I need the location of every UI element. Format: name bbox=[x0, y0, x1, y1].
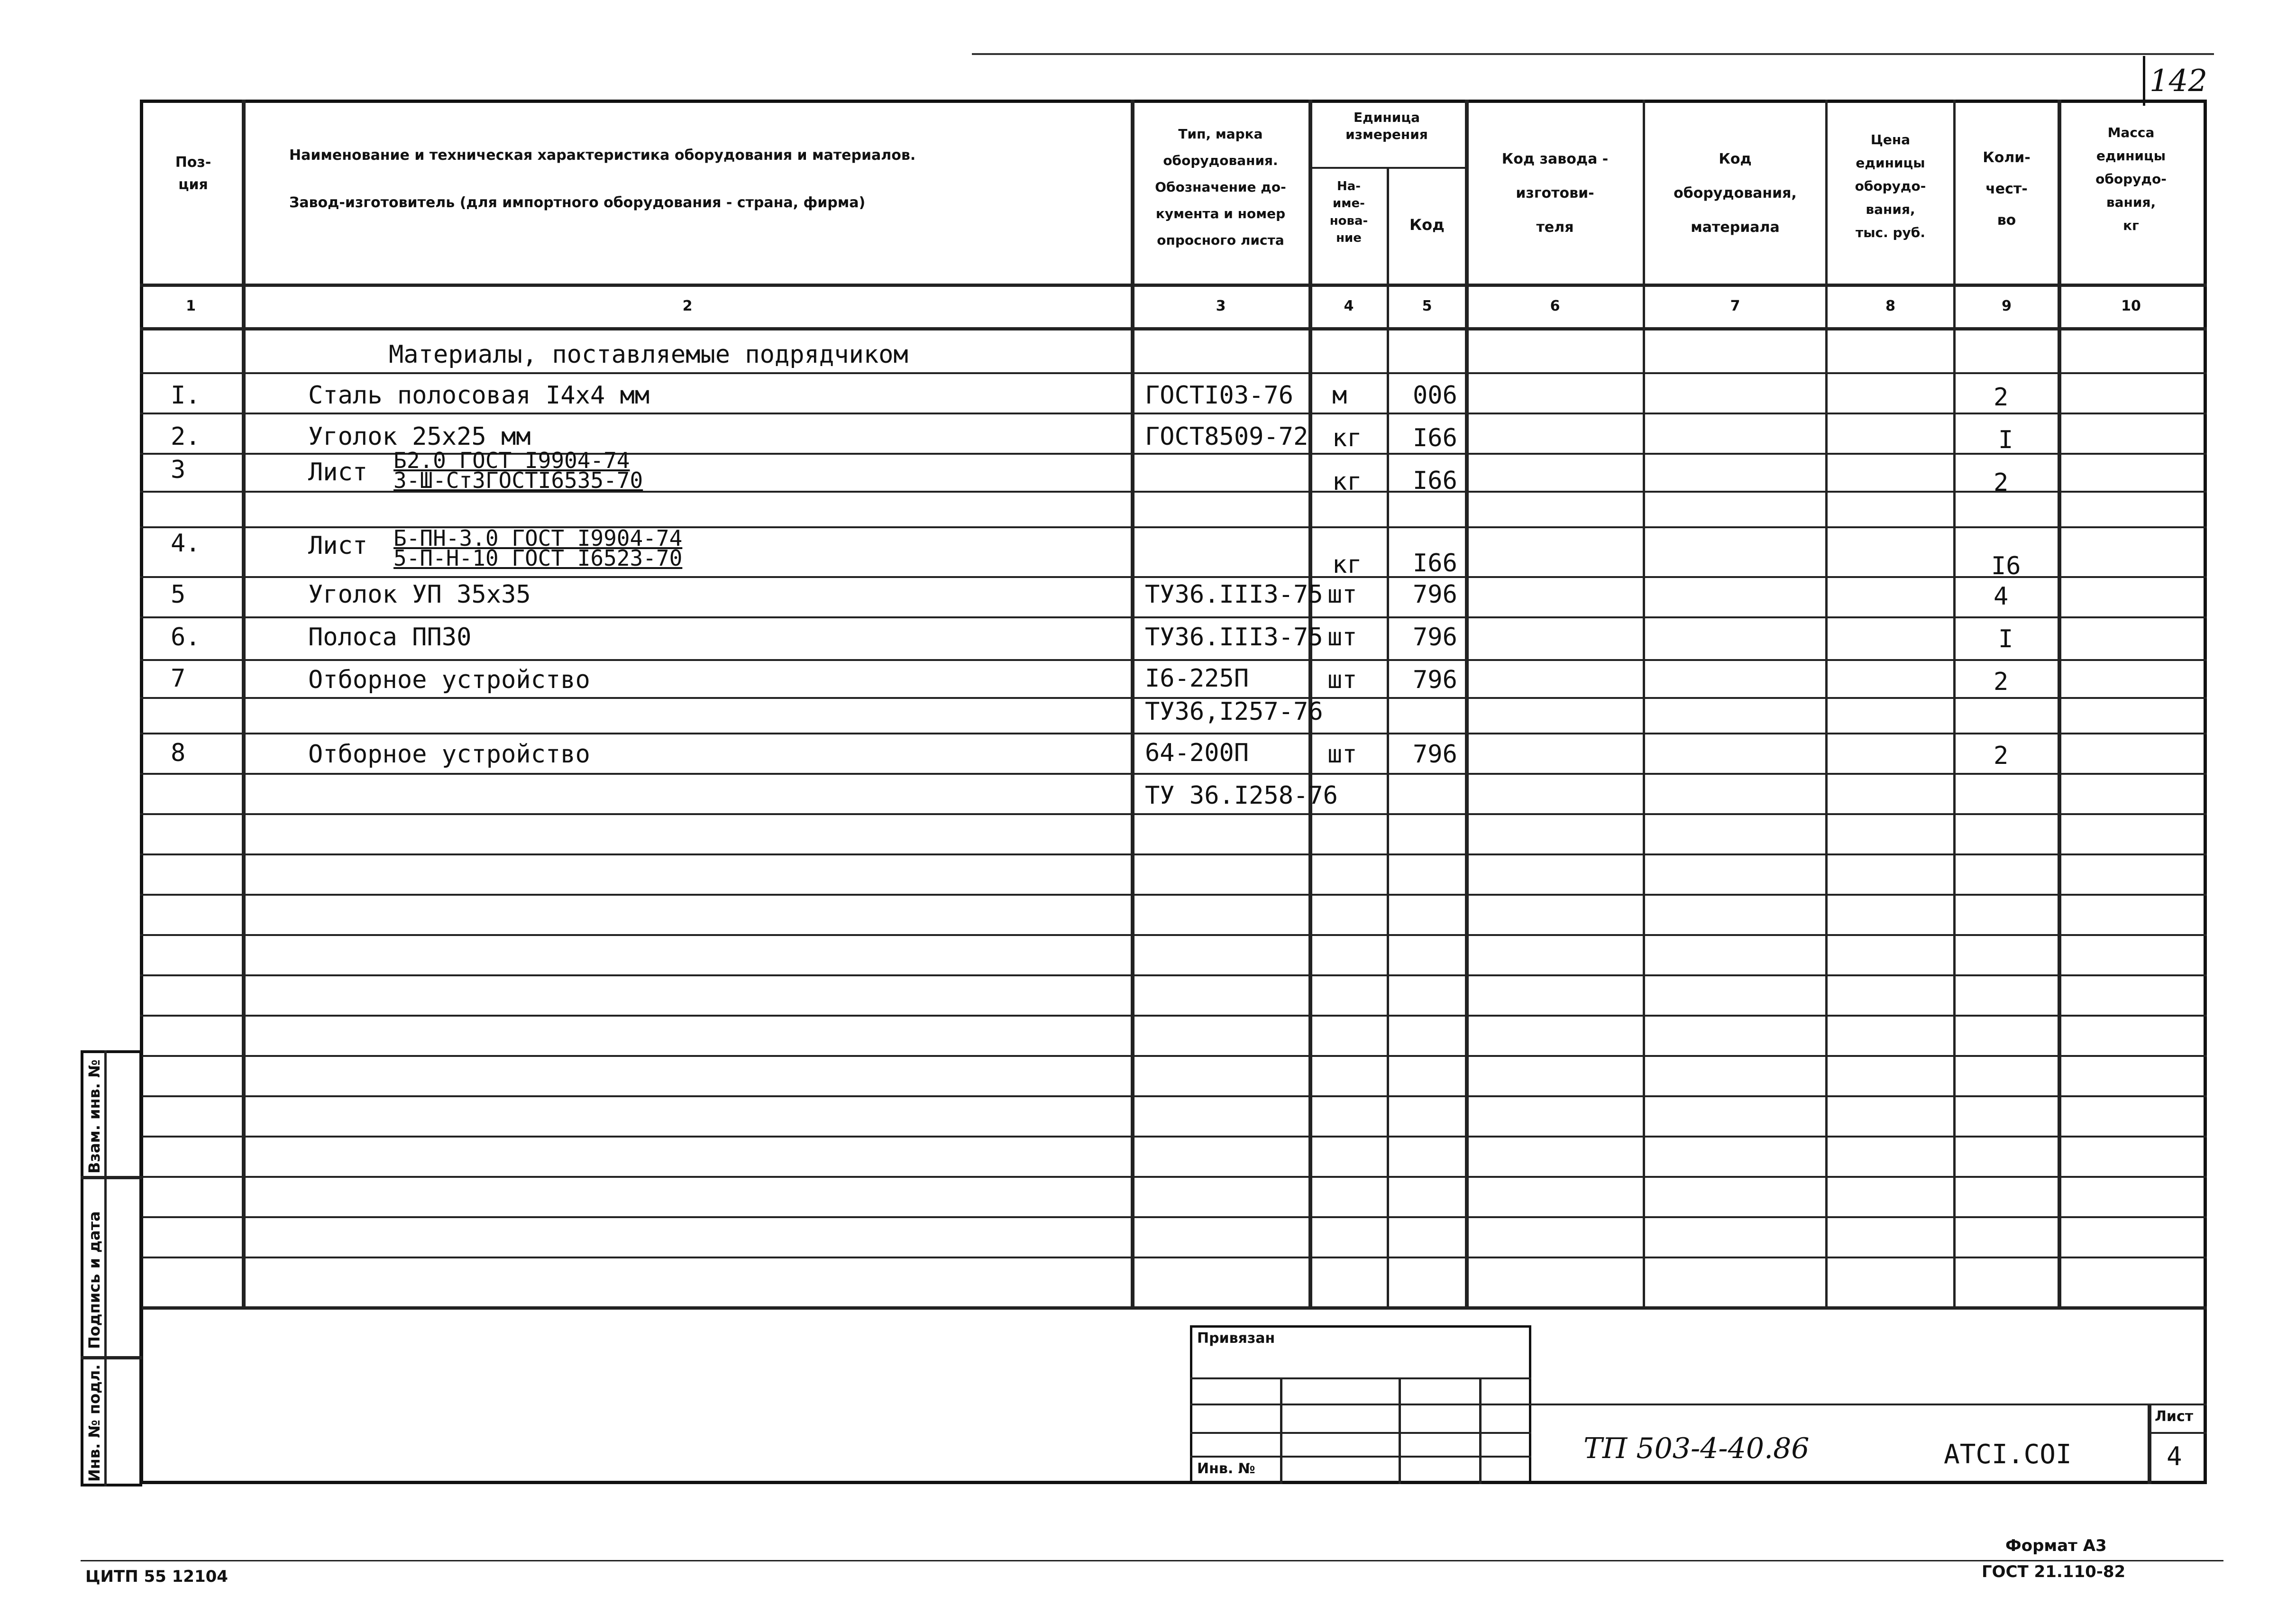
row3-qty: 2 bbox=[1994, 468, 2009, 497]
header-mass: Масса единицы оборудо- вания, кг bbox=[2095, 125, 2167, 233]
colnum-6: 6 bbox=[1550, 297, 1560, 314]
table-bottom-line bbox=[140, 1306, 2207, 1310]
header-equipment-code: Код оборудования, материала bbox=[1674, 151, 1797, 236]
header-unit-code: Код bbox=[1409, 216, 1445, 234]
section-title: Материалы, поставляемые подрядчиком bbox=[389, 340, 908, 369]
header-unit: Единица измерения bbox=[1345, 110, 1428, 143]
sidebar-inv-podl: Инв. № подл. bbox=[85, 1364, 103, 1482]
header-unit-name: На- име- нова- ние bbox=[1329, 179, 1368, 246]
list-cell-divider bbox=[2148, 1432, 2207, 1434]
row8-unit: шт bbox=[1327, 740, 1357, 769]
col-line-8 bbox=[1953, 100, 1956, 1309]
row4-name-a: Б-ПН-3.0 ГОСТ I9904-74 bbox=[393, 525, 683, 551]
row2-name: Уголок 25x25 мм bbox=[308, 422, 531, 451]
row2-pos: 2. bbox=[171, 422, 201, 451]
row6-pos: 6. bbox=[171, 623, 201, 651]
col-line-2 bbox=[1131, 100, 1134, 1309]
row3-name-b: 3-Ш-Ст3ГОСТI6535-70 bbox=[393, 468, 643, 493]
stamp-privyazan-label: Привязан bbox=[1197, 1330, 1275, 1347]
col-line-5 bbox=[1465, 100, 1469, 1309]
row7-unit: шт bbox=[1327, 666, 1357, 694]
colnum-bottom-line bbox=[140, 327, 2207, 330]
row8-name: Отборное устройство bbox=[308, 740, 590, 769]
doc-designation: АТСI.СОI bbox=[1944, 1439, 2072, 1470]
row6-name: Полоса ПП30 bbox=[308, 623, 472, 651]
footer-citp: ЦИТП 55 12104 bbox=[85, 1567, 228, 1586]
row7-type2: ТУ36,I257-76 bbox=[1145, 697, 1323, 726]
list-value: 4 bbox=[2167, 1441, 2182, 1471]
row6-code: 796 bbox=[1413, 623, 1457, 651]
row2-code: I66 bbox=[1413, 424, 1457, 452]
row-line bbox=[140, 1015, 2207, 1017]
row2-qty: I bbox=[1998, 426, 2013, 454]
row-line bbox=[140, 1136, 2207, 1138]
row8-qty: 2 bbox=[1994, 742, 2009, 770]
row-line bbox=[140, 372, 2207, 374]
row-line bbox=[140, 974, 2207, 976]
row-line bbox=[140, 576, 2207, 578]
row5-type: ТУ36.III3-75 bbox=[1145, 580, 1323, 609]
row7-code: 796 bbox=[1413, 666, 1457, 694]
row1-unit: м bbox=[1332, 381, 1347, 410]
row1-name: Сталь полосовая I4x4 мм bbox=[308, 381, 650, 410]
footer-format: Формат А3 bbox=[2005, 1536, 2107, 1555]
colnum-7: 7 bbox=[1730, 297, 1740, 314]
row-line bbox=[140, 1055, 2207, 1057]
colnum-8: 8 bbox=[1885, 297, 1895, 314]
col-line-9 bbox=[2058, 100, 2061, 1309]
header-name-line1: Наименование и техническая характеристика оборудования и материалов. bbox=[289, 147, 916, 164]
list-cell-line bbox=[2148, 1404, 2151, 1484]
stamp-vline-1 bbox=[1280, 1377, 1282, 1484]
row3-name-a: Б2.0 ГОСТ I9904-74 bbox=[393, 448, 630, 473]
stamp-main-top-line bbox=[1531, 1404, 2207, 1405]
colnum-9: 9 bbox=[2002, 297, 2012, 314]
row-line bbox=[140, 934, 2207, 936]
row1-qty: 2 bbox=[1994, 383, 2009, 412]
row5-qty: 4 bbox=[1994, 582, 2009, 611]
sidebar-divider-2 bbox=[81, 1356, 142, 1359]
row8-type: 64-200П bbox=[1145, 739, 1249, 767]
colnum-1: 1 bbox=[186, 297, 196, 314]
row3-unit: кг bbox=[1332, 468, 1362, 496]
stamp-inv-label: Инв. № bbox=[1197, 1460, 1255, 1477]
row-line bbox=[140, 616, 2207, 618]
row4-name-b: 5-П-Н-10 ГОСТ I6523-70 bbox=[393, 545, 683, 571]
row8-type2: ТУ 36.I258-76 bbox=[1145, 781, 1338, 810]
row4-name: Лист bbox=[308, 532, 368, 560]
row6-unit: шт bbox=[1327, 623, 1357, 651]
row-line bbox=[140, 853, 2207, 855]
footer-gost: ГОСТ 21.110-82 bbox=[1982, 1562, 2126, 1581]
row2-type: ГОСТ8509-72 bbox=[1145, 422, 1308, 451]
row3-code: I66 bbox=[1413, 467, 1457, 495]
row3-name: Лист bbox=[308, 458, 368, 486]
col-line-7 bbox=[1825, 100, 1828, 1309]
footer-line bbox=[81, 1560, 2223, 1561]
row4-unit: кг bbox=[1332, 551, 1362, 579]
row-line bbox=[140, 1176, 2207, 1178]
row-line bbox=[140, 413, 2207, 414]
row-line bbox=[140, 1257, 2207, 1258]
header-plant-code: Код завода - изготови- теля bbox=[1501, 151, 1609, 236]
col-line-6 bbox=[1643, 100, 1645, 1309]
row-line bbox=[140, 773, 2207, 775]
row6-type: ТУ36.III3-75 bbox=[1145, 623, 1323, 651]
sheet-number: 142 bbox=[2143, 56, 2212, 106]
colnum-2: 2 bbox=[682, 297, 693, 314]
row5-code: 796 bbox=[1413, 580, 1457, 609]
row1-type: ГОСТI03-76 bbox=[1145, 381, 1294, 410]
colnum-3: 3 bbox=[1216, 297, 1226, 314]
col-line-1 bbox=[242, 100, 246, 1309]
sidebar-podpis: Подпись и дата bbox=[85, 1211, 103, 1349]
row2-unit: кг bbox=[1332, 424, 1362, 452]
header-type: Тип, марка оборудования. Обозначение до- кумента и номер опросного листа bbox=[1155, 126, 1286, 248]
row-line bbox=[140, 659, 2207, 661]
row7-pos: 7 bbox=[171, 664, 186, 693]
row8-code: 796 bbox=[1413, 740, 1457, 769]
row7-name: Отборное устройство bbox=[308, 666, 590, 694]
row6-qty: I bbox=[1998, 625, 2013, 653]
row1-pos: I. bbox=[171, 381, 201, 410]
header-name-line2: Завод-изготовитель (для импортного оборудования - страна, фирма) bbox=[289, 194, 866, 211]
row8-pos: 8 bbox=[171, 739, 186, 767]
header-position: Поз- ция bbox=[175, 154, 211, 193]
stamp-vline-3 bbox=[1479, 1377, 1482, 1484]
list-label: Лист bbox=[2155, 1408, 2194, 1425]
row1-code: 006 bbox=[1413, 381, 1457, 410]
row-line bbox=[140, 1095, 2207, 1097]
row5-pos: 5 bbox=[171, 580, 186, 609]
row7-type: I6-225П bbox=[1145, 664, 1249, 693]
colnum-4: 4 bbox=[1344, 297, 1354, 314]
colnum-5: 5 bbox=[1422, 297, 1432, 314]
colnum-10: 10 bbox=[2121, 297, 2141, 314]
row-line bbox=[140, 1216, 2207, 1218]
row-line bbox=[140, 894, 2207, 896]
doc-code: ТП 503-4-40.86 bbox=[1583, 1432, 1810, 1465]
row5-unit: шт bbox=[1327, 580, 1357, 609]
row5-name: Уголок УП 35x35 bbox=[308, 580, 531, 609]
top-border-line bbox=[972, 53, 2214, 55]
row4-pos: 4. bbox=[171, 529, 201, 558]
sidebar-inner-line bbox=[104, 1050, 107, 1486]
row3-pos: 3 bbox=[171, 456, 186, 484]
sidebar-divider-1 bbox=[81, 1176, 142, 1179]
stamp-vline-2 bbox=[1399, 1377, 1401, 1484]
sidebar-zam-inv: Взам. инв. № bbox=[85, 1059, 103, 1174]
row4-code: I66 bbox=[1413, 549, 1457, 578]
row-line bbox=[140, 733, 2207, 734]
row7-qty: 2 bbox=[1994, 668, 2009, 696]
header-quantity: Коли- чест- во bbox=[1983, 149, 2031, 229]
header-bottom-line bbox=[140, 284, 2207, 287]
header-price: Цена единицы оборудо- вания, тыс. руб. bbox=[1855, 132, 1926, 240]
row4-qty: I6 bbox=[1991, 552, 2021, 580]
row-line bbox=[140, 813, 2207, 815]
